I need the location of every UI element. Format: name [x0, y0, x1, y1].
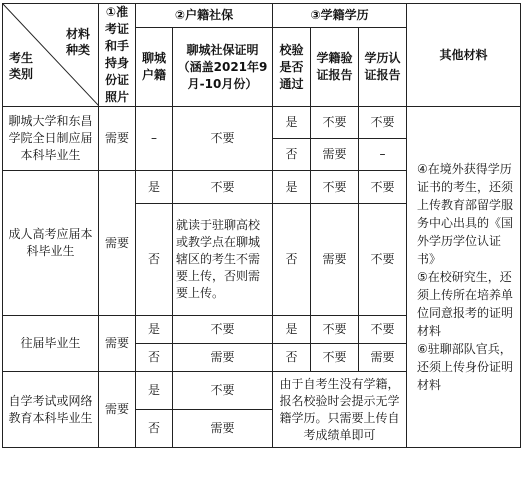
- r1-xueji-no: 需要: [311, 139, 359, 171]
- r1-photo: 需要: [99, 107, 136, 171]
- header-xueli-report: 学历认证报告: [359, 28, 407, 107]
- header-liaocheng-hukou: 聊城户籍: [136, 28, 173, 107]
- r2-xueli-no: 不要: [359, 204, 407, 316]
- r3-check-no: 否: [273, 344, 311, 372]
- other-materials-cell: [407, 107, 521, 448]
- r3-xueli-no: 需要: [359, 344, 407, 372]
- r4-shebao-yes: 不要: [173, 372, 273, 410]
- header-xueji-xueli: ③学籍学历: [273, 4, 407, 28]
- r2-xueji-yes: 不要: [311, 171, 359, 204]
- corner-material-label: [66, 26, 90, 58]
- r2-shebao-no: 就读于驻聊高校或教学点在聊城辖区的考生不需要上传，否则需要上传。: [173, 204, 273, 316]
- header-shebao-proof: 聊城社保证明（涵盖2021年9月-10月份）: [173, 28, 273, 107]
- category-adult-exam: 成人高考应届本科毕业生: [3, 171, 99, 316]
- r2-hukou-yes: 是: [136, 171, 173, 204]
- r2-xueji-no: 需要: [311, 204, 359, 316]
- r4-self-study-note: 由于自考生没有学籍，报名校验时会提示无学籍学历。只需要上传自考成绩单即可: [273, 372, 407, 448]
- r2-hukou-no: 否: [136, 204, 173, 316]
- corner-header: [3, 4, 99, 107]
- r1-xueji-yes: 不要: [311, 107, 359, 139]
- r1-hukou: –: [136, 107, 173, 171]
- other-item-overseas: ④在境外获得学历证书的考生，还须上传教育部留学服务中心出具的《国外学历学位认证书》: [417, 162, 514, 266]
- r4-photo: 需要: [99, 372, 136, 448]
- other-item-graduate: ⑤在校研究生，还须上传所在培养单位同意报考的证明材料: [417, 270, 514, 338]
- category-self-study: 自学考试或网络教育本科毕业生: [3, 372, 99, 448]
- r1-xueli-no: –: [359, 139, 407, 171]
- r3-check-yes: 是: [273, 316, 311, 344]
- header-photo-id: ①准考证和手持身份证照片: [99, 4, 136, 107]
- header-hukou-shebao: ②户籍社保: [136, 4, 273, 28]
- corner-top-line2: 种类: [65, 43, 90, 57]
- category-previous-graduates: 往届毕业生: [3, 316, 99, 372]
- header-check-passed: 校验是否通过: [273, 28, 311, 107]
- r3-hukou-no: 否: [136, 344, 173, 372]
- r2-photo: 需要: [99, 171, 136, 316]
- r3-shebao-yes: 不要: [173, 316, 273, 344]
- r4-shebao-no: 需要: [173, 410, 273, 448]
- r1-shebao: 不要: [173, 107, 273, 171]
- r3-xueli-yes: 不要: [359, 316, 407, 344]
- requirements-table-container: [2, 3, 521, 448]
- r2-check-no: 否: [273, 204, 311, 316]
- r2-check-yes: 是: [273, 171, 311, 204]
- r3-hukou-yes: 是: [136, 316, 173, 344]
- corner-top-line1: 材料: [65, 27, 90, 41]
- r1-xueli-yes: 不要: [359, 107, 407, 139]
- r3-photo: 需要: [99, 316, 136, 372]
- requirements-table: [2, 3, 521, 448]
- r3-shebao-no: 需要: [173, 344, 273, 372]
- corner-bottom-line2: 类别: [9, 67, 34, 81]
- r1-check-no: 否: [273, 139, 311, 171]
- r1-check-yes: 是: [273, 107, 311, 139]
- r4-hukou-yes: 是: [136, 372, 173, 410]
- r3-xueji-yes: 不要: [311, 316, 359, 344]
- header-other-materials: 其他材料: [407, 4, 521, 107]
- r3-xueji-no: 不要: [311, 344, 359, 372]
- other-item-military: ⑥驻聊部队官兵，还须上传身份证明材料: [417, 342, 514, 392]
- r2-xueli-yes: 不要: [359, 171, 407, 204]
- r2-shebao-yes: 不要: [173, 171, 273, 204]
- corner-bottom-line1: 考生: [9, 51, 34, 65]
- header-xueji-report: 学籍验证报告: [311, 28, 359, 107]
- r4-hukou-no: 否: [136, 410, 173, 448]
- corner-candidate-label: [9, 50, 33, 82]
- category-liaocheng-university: 聊城大学和东昌学院全日制应届本科毕业生: [3, 107, 99, 171]
